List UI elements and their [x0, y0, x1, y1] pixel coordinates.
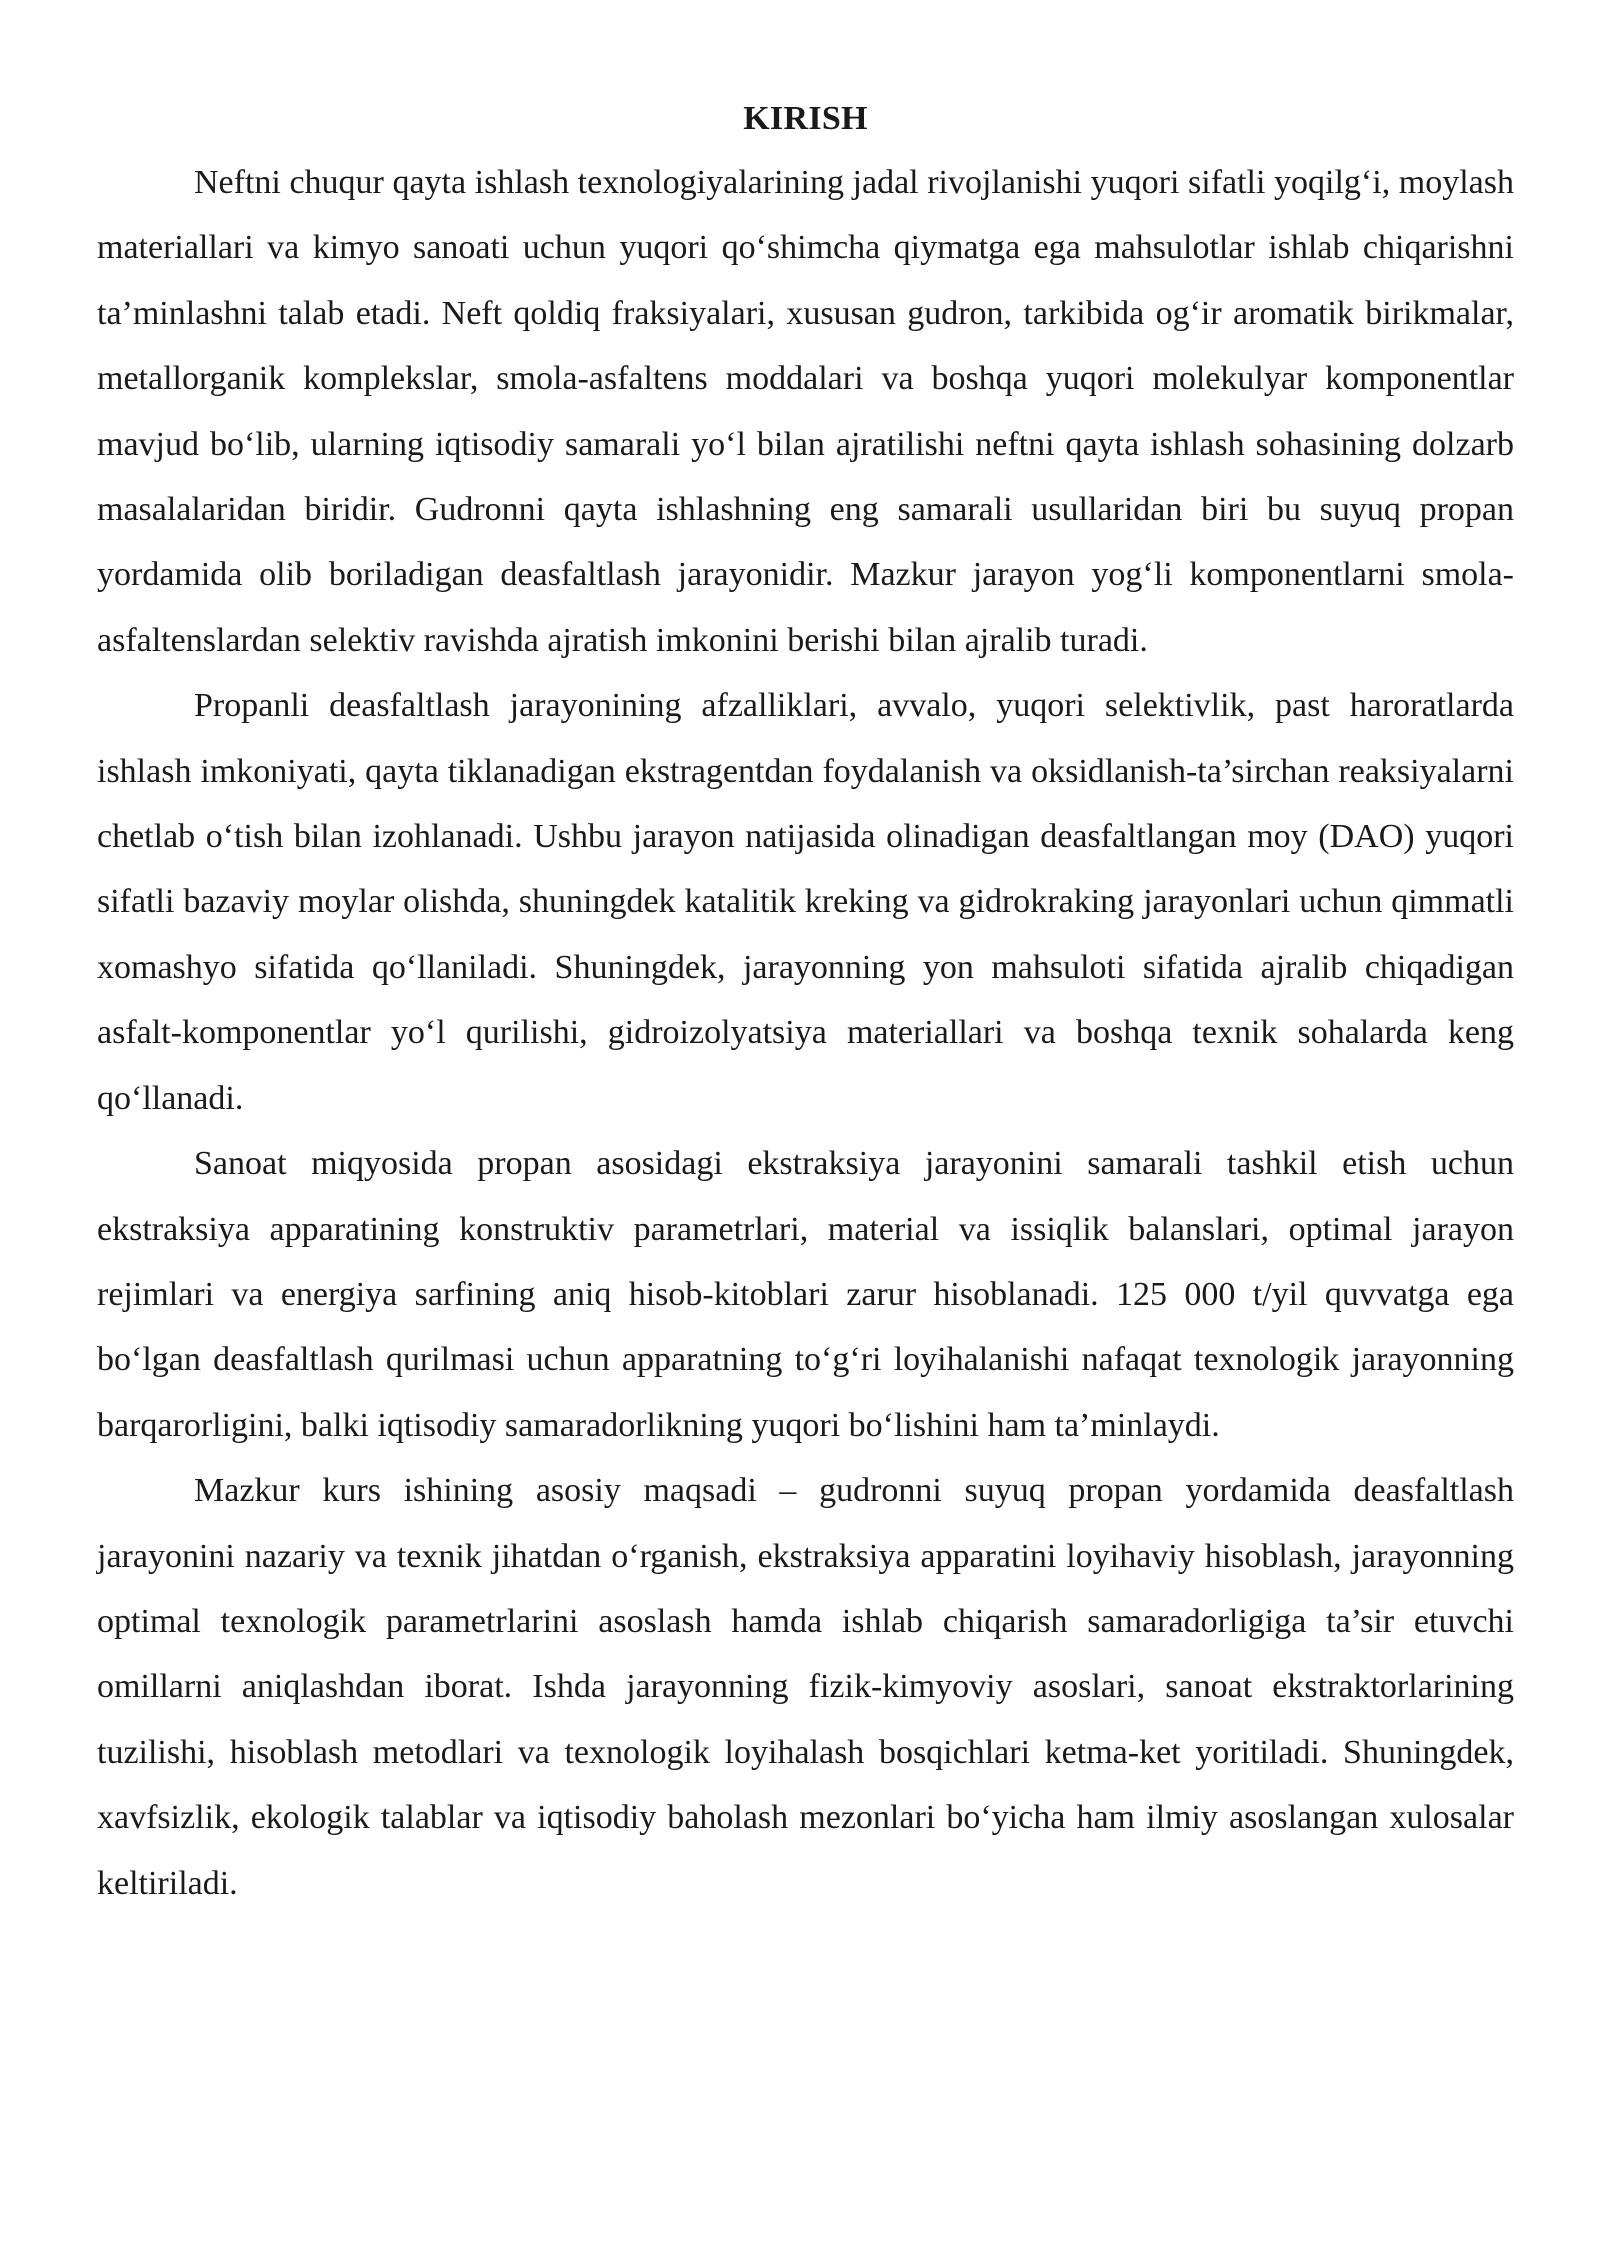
paragraph-3: Sanoat miqyosida propan asosidagi ekstraksiya jarayonini samarali tashkil etish uchun ekstraksiya apparatining konstruktiv parametrlari, material va issiqlik balanslari, optimal jarayon rejimlari va energiya sarfining aniq hisob-kitoblari zarur hisoblanadi. 125 000 t/yil quvvatga ega bo‘lgan deasfaltlash qurilmasi uchun apparatning to‘g‘ri loyihalanishi nafaqat texnologik jarayonning barqarorligini, balki iqtisodiy samaradorlikning yuqori bo‘lishini ham ta’minlaydi. [97, 1145, 1514, 1444]
page-title: KIRISH [743, 100, 868, 137]
paragraph-1: Neftni chuqur qayta ishlash texnologiyalarining jadal rivojlanishi yuqori sifatli yoqilg‘i, moylash materiallari va kimyo sanoati uchun yuqori qo‘shimcha qiymatga ega mahsulotlar ishlab chiqarishni ta’minlashni talab etadi. Neft qoldiq fraksiyalari, xususan gudron, tarkibida og‘ir aromatik birikmalar, metallorganik komplekslar, smola-asfaltens moddalari va boshqa yuqori molekulyar komponentlar mavjud bo‘lib, ularning iqtisodiy samarali yo‘l bilan ajratilishi neftni qayta ishlash sohasining dolzarb masalalaridan biridir. Gudronni qayta ishlashning eng samarali usullaridan biri bu suyuq propan yordamida olib boriladigan deasfaltlash jarayonidir. Mazkur jarayon yog‘li komponentlarni smola-asfaltenslardan selektiv ravishda ajratish imkonini berishi bilan ajralib turadi. [97, 164, 1514, 659]
paragraph-4: Mazkur kurs ishining asosiy maqsadi – gudronni suyuq propan yordamida deasfaltlash jarayonini nazariy va texnik jihatdan o‘rganish, ekstraksiya apparatini loyihaviy hisoblash, jarayonning optimal texnologik parametrlarini asoslash hamda ishlab chiqarish samaradorligiga ta’sir etuvchi omillarni aniqlashdan iborat. Ishda jarayonning fizik-kimyoviy asoslari, sanoat ekstraktorlarining tuzilishi, hisoblash metodlari va texnologik loyihalash bosqichlari ketma-ket yoritiladi. Shuningdek, xavfsizlik, ekologik talablar va iqtisodiy baholash mezonlari bo‘yicha ham ilmiy asoslangan xulosalar keltiriladi. [97, 1472, 1514, 1902]
paragraph-2: Propanli deasfaltlash jarayonining afzalliklari, avvalo, yuqori selektivlik, past haroratlarda ishlash imkoniyati, qayta tiklanadigan ekstragentdan foydalanish va oksidlanish-ta’sirchan reaksiyalarni chetlab o‘tish bilan izohlanadi. Ushbu jarayon natijasida olinadigan deasfaltlangan moy (DAO) yuqori sifatli bazaviy moylar olishda, shuningdek katalitik kreking va gidrokraking jarayonlari uchun qimmatli xomashyo sifatida qo‘llaniladi. Shuningdek, jarayonning yon mahsuloti sifatida ajralib chiqadigan asfalt-komponentlar yo‘l qurilishi, gidroizolyatsiya materiallari va boshqa texnik sohalarda keng qo‘llanadi. [97, 687, 1514, 1117]
